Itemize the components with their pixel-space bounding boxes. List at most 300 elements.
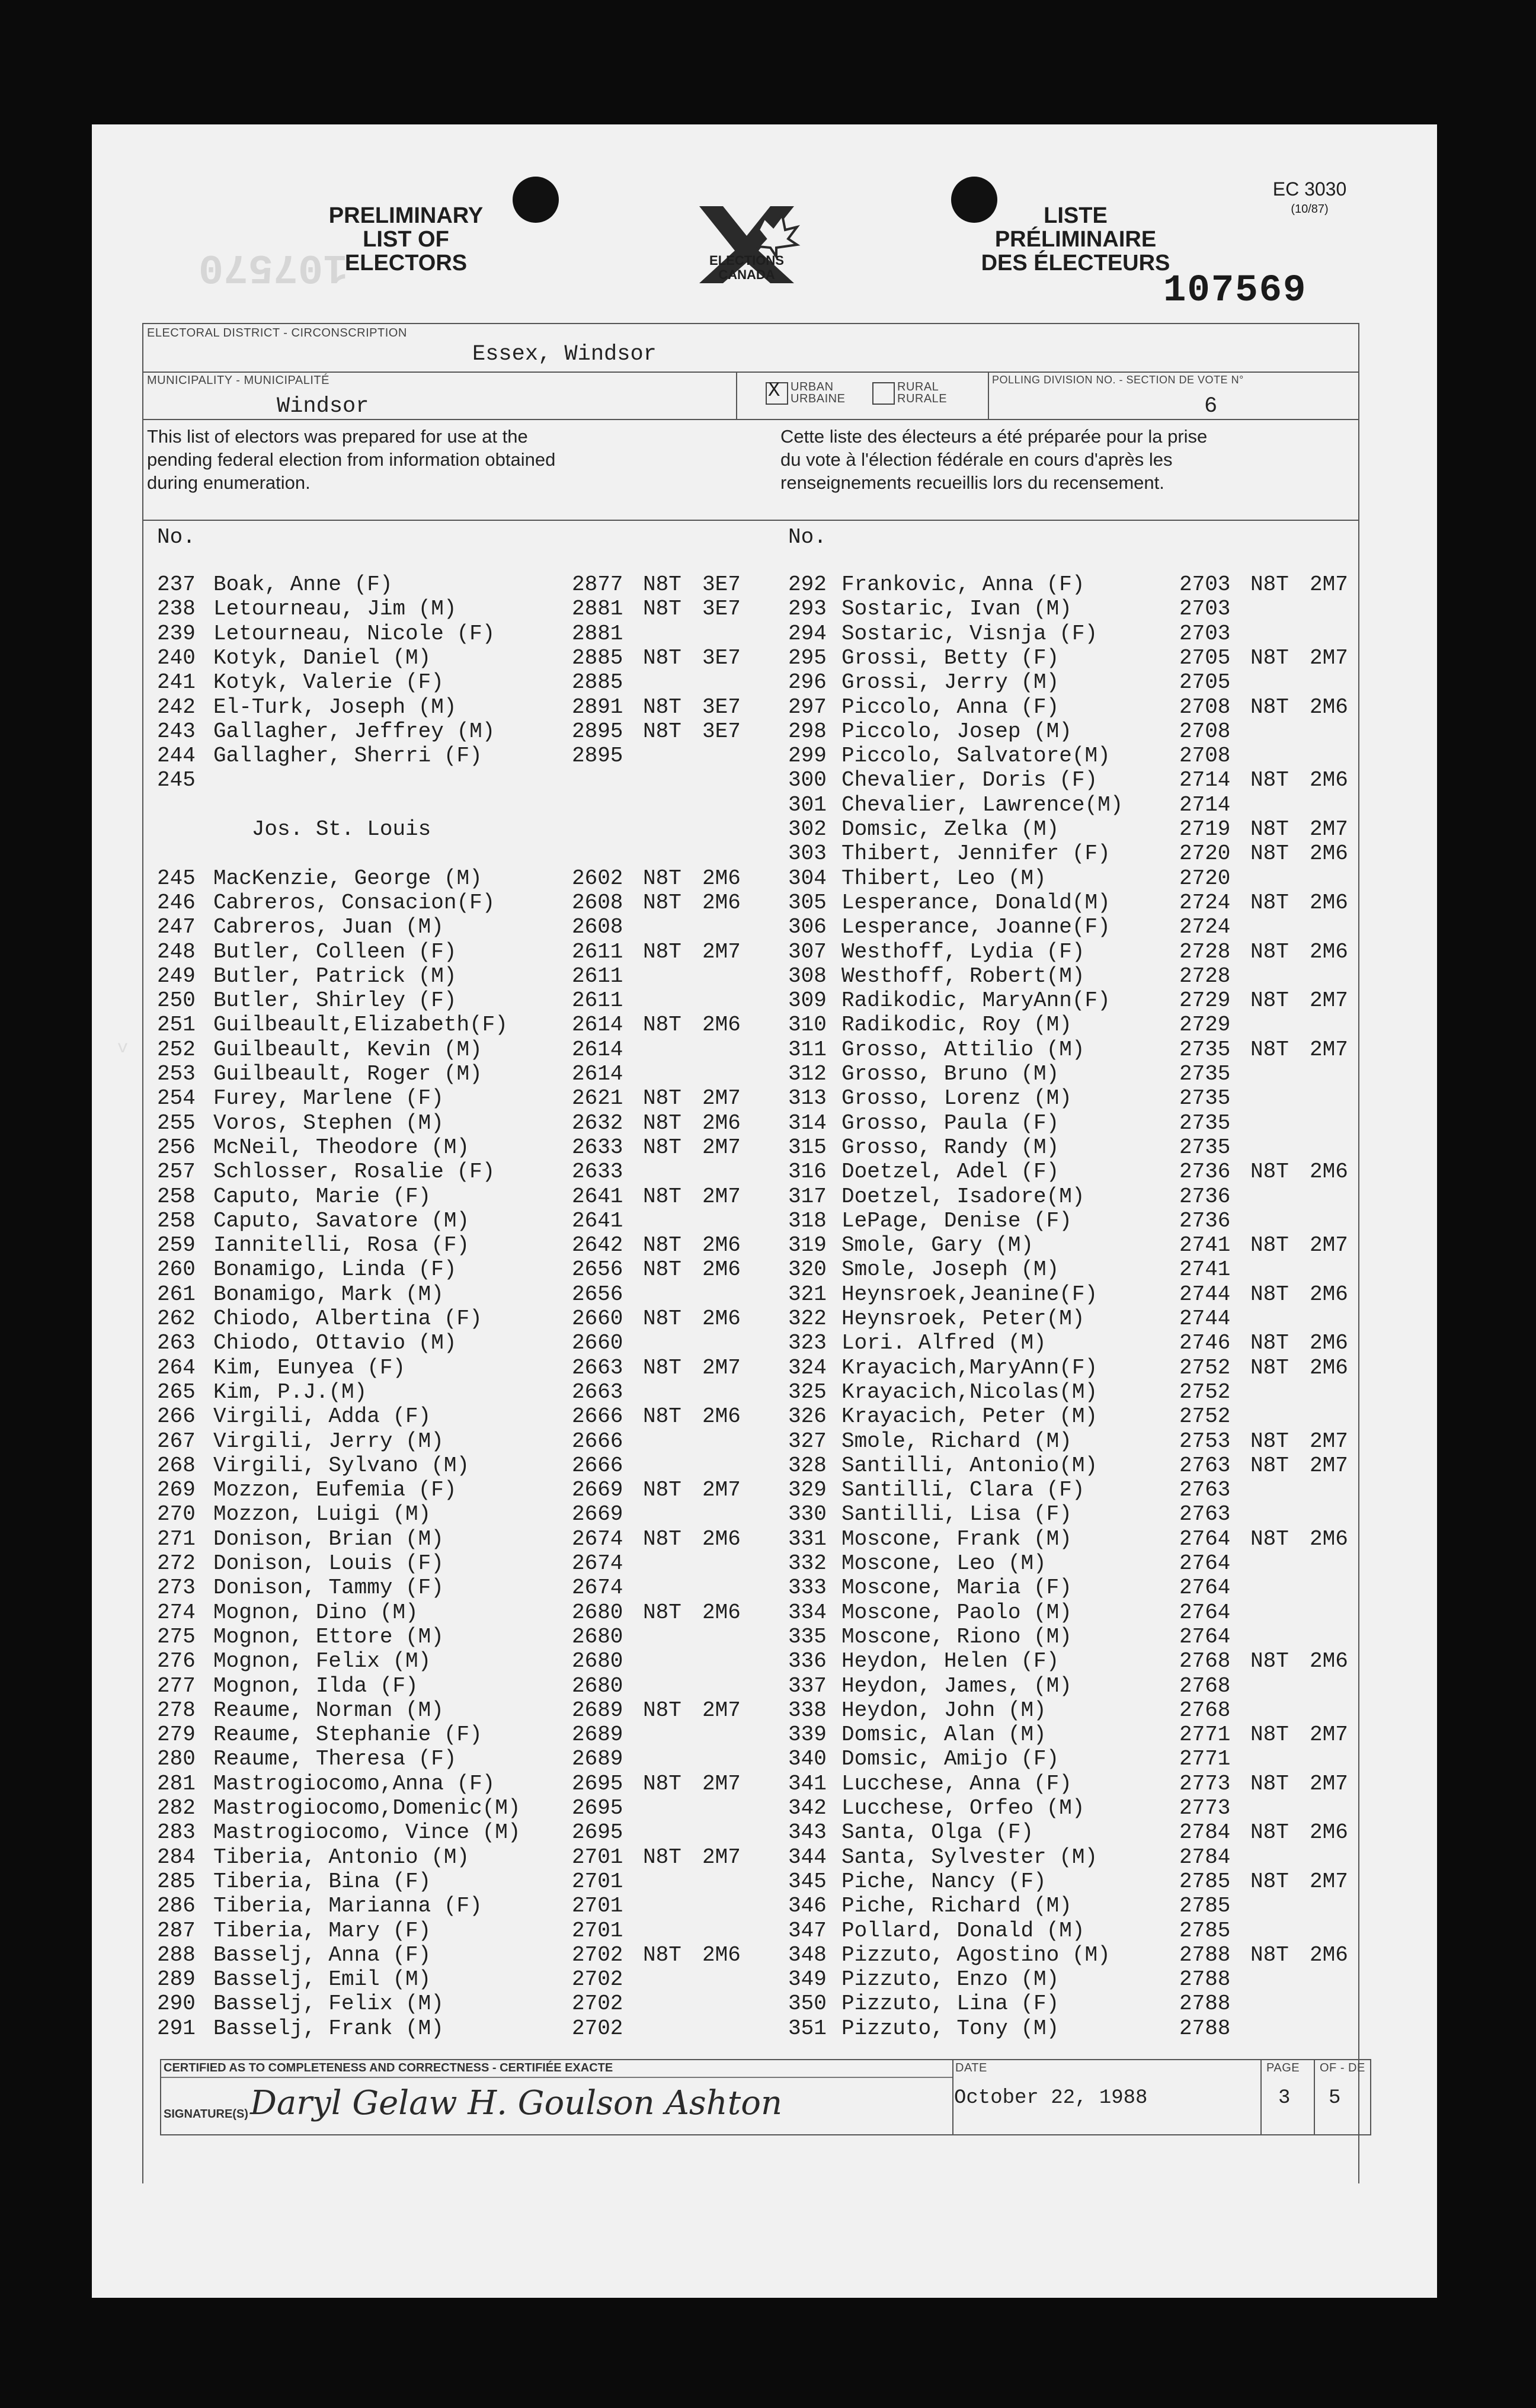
elector-name: Mastrogiocomo,Anna (F) xyxy=(213,1771,495,1796)
elector-pc1: N8T xyxy=(643,1013,681,1038)
elector-name: Heydon, John (M) xyxy=(841,1698,1047,1722)
elector-no: 311 xyxy=(788,1037,827,1062)
elector-name: Mognon, Ilda (F) xyxy=(213,1673,418,1698)
elector-no: 275 xyxy=(157,1624,196,1649)
elector-pc2: 2M7 xyxy=(702,1086,741,1111)
elector-addr: 2735 xyxy=(1179,1037,1231,1062)
elector-no: 241 xyxy=(157,670,196,695)
elector-name: Frankovic, Anna (F) xyxy=(841,572,1085,597)
elector-addr: 2729 xyxy=(1179,988,1231,1013)
elector-no: 320 xyxy=(788,1257,827,1282)
elector-name: Lesperance, Donald(M) xyxy=(841,890,1111,915)
elector-addr: 2736 xyxy=(1179,1208,1231,1233)
elector-pc2: 2M7 xyxy=(702,1355,741,1380)
elector-addr: 2656 xyxy=(572,1282,623,1307)
elector-name: Santilli, Lisa (F) xyxy=(841,1502,1072,1527)
elector-name: Santa, Olga (F) xyxy=(841,1820,1034,1845)
elector-no: 299 xyxy=(788,744,827,768)
left-column-header: No. xyxy=(157,525,196,549)
elector-addr: 2641 xyxy=(572,1208,623,1233)
elector-name: Gallagher, Jeffrey (M) xyxy=(213,719,495,744)
urban-label xyxy=(791,381,845,405)
notice-fr-line-3: renseignements recueillis lors du recensement. xyxy=(780,472,1164,493)
elector-no: 332 xyxy=(788,1551,827,1576)
elector-addr: 2729 xyxy=(1179,1013,1231,1038)
elector-no: 278 xyxy=(157,1698,196,1722)
elector-addr: 2885 xyxy=(572,645,623,670)
elector-no: 257 xyxy=(157,1160,196,1184)
elector-no: 289 xyxy=(157,1967,196,1992)
urban-label-fr: URBAINE xyxy=(791,392,846,405)
elector-name: Domsic, Alan (M) xyxy=(841,1722,1047,1747)
elector-no: 333 xyxy=(788,1576,827,1600)
title-fr-line-1: LISTE xyxy=(1044,203,1108,228)
elector-pc1: N8T xyxy=(1250,1722,1289,1747)
elector-addr: 2741 xyxy=(1179,1233,1231,1258)
elector-no: 258 xyxy=(157,1184,196,1209)
elector-addr: 2705 xyxy=(1179,645,1231,670)
elector-name: Schlosser, Rosalie (F) xyxy=(213,1160,495,1184)
elector-pc2: 2M6 xyxy=(702,1013,741,1038)
elector-no: 337 xyxy=(788,1673,827,1698)
elector-name: Grosso, Bruno (M) xyxy=(841,1062,1060,1086)
elector-name: Domsic, Zelka (M) xyxy=(841,817,1060,841)
urban-checkbox[interactable] xyxy=(766,382,788,405)
elector-no: 300 xyxy=(788,768,827,793)
elector-pc2: 2M6 xyxy=(702,1257,741,1282)
elector-name: Gallagher, Sherri (F) xyxy=(213,744,482,768)
elector-name: Tiberia, Marianna (F) xyxy=(213,1894,482,1919)
elector-pc1: N8T xyxy=(643,1110,681,1135)
elector-name: Santa, Sylvester (M) xyxy=(841,1845,1098,1869)
elector-no: 318 xyxy=(788,1208,827,1233)
elector-addr: 2702 xyxy=(572,2016,623,2041)
page-label: PAGE xyxy=(1266,2061,1300,2074)
elector-addr: 2614 xyxy=(572,1062,623,1086)
elector-no: 262 xyxy=(157,1307,196,1331)
elector-pc2: 2M6 xyxy=(1310,841,1348,866)
elector-pc1: N8T xyxy=(643,1771,681,1796)
elector-no: 270 xyxy=(157,1502,196,1527)
elector-addr: 2741 xyxy=(1179,1257,1231,1282)
elector-pc2: 2M6 xyxy=(702,890,741,915)
elector-name: Boak, Anne (F) xyxy=(213,572,393,597)
elector-name: Moscone, Maria (F) xyxy=(841,1576,1072,1600)
elector-pc1: N8T xyxy=(643,1600,681,1625)
elector-no: 317 xyxy=(788,1184,827,1209)
elector-name: Westhoff, Lydia (F) xyxy=(841,939,1085,964)
elector-addr: 2621 xyxy=(572,1086,623,1111)
elector-addr: 2764 xyxy=(1179,1551,1231,1576)
elector-name: Heydon, Helen (F) xyxy=(841,1649,1060,1674)
elector-addr: 2608 xyxy=(572,915,623,940)
elector-name: Radikodic, Roy (M) xyxy=(841,1013,1072,1038)
elector-no: 306 xyxy=(788,915,827,940)
elector-addr: 2724 xyxy=(1179,915,1231,940)
elector-name: Lucchese, Anna (F) xyxy=(841,1771,1072,1796)
urban-label-en: URBAN xyxy=(791,380,834,393)
elector-name: Reaume, Theresa (F) xyxy=(213,1747,457,1772)
elector-name: Grosso, Randy (M) xyxy=(841,1135,1060,1160)
elector-pc2: 3E7 xyxy=(702,694,741,719)
elector-addr: 2602 xyxy=(572,866,623,891)
elector-pc2: 2M6 xyxy=(1310,939,1348,964)
elector-name: Kotyk, Valerie (F) xyxy=(213,670,444,695)
elector-pc1: N8T xyxy=(1250,1820,1289,1845)
elector-name: Kotyk, Daniel (M) xyxy=(213,645,431,670)
elector-name: Smole, Joseph (M) xyxy=(841,1257,1060,1282)
elector-addr: 2701 xyxy=(572,1918,623,1943)
elector-addr: 2708 xyxy=(1179,744,1231,768)
elector-pc2: 3E7 xyxy=(702,572,741,597)
title-en-line-1: PRELIMINARY xyxy=(328,203,484,228)
elector-no: 303 xyxy=(788,841,827,866)
elector-pc1: N8T xyxy=(643,694,681,719)
page-value: 3 xyxy=(1278,2087,1291,2109)
elector-name: Grosso, Paula (F) xyxy=(841,1110,1060,1135)
elector-name: Piccolo, Anna (F) xyxy=(841,694,1060,719)
elector-addr: 2680 xyxy=(572,1624,623,1649)
elector-name: Letourneau, Nicole (F) xyxy=(213,621,495,646)
elector-pc2: 2M7 xyxy=(702,939,741,964)
elector-addr: 2771 xyxy=(1179,1747,1231,1772)
elector-name: Moscone, Leo (M) xyxy=(841,1551,1047,1576)
elector-name: Furey, Marlene (F) xyxy=(213,1086,444,1111)
elector-no: 242 xyxy=(157,694,196,719)
elector-pc2: 2M6 xyxy=(1310,1820,1348,1845)
elector-pc2: 2M7 xyxy=(1310,817,1348,841)
elector-no: 250 xyxy=(157,988,196,1013)
scanned-document xyxy=(92,124,1437,2298)
elector-no: 263 xyxy=(157,1331,196,1356)
elector-no: 310 xyxy=(788,1013,827,1038)
elector-no: 237 xyxy=(157,572,196,597)
elector-no: 296 xyxy=(788,670,827,695)
elector-pc1: N8T xyxy=(643,719,681,744)
elector-pc1: N8T xyxy=(1250,645,1289,670)
form-revision: (10/87) xyxy=(1291,203,1329,216)
elector-addr: 2633 xyxy=(572,1135,623,1160)
elector-addr: 2641 xyxy=(572,1184,623,1209)
elector-no: 323 xyxy=(788,1331,827,1356)
elector-name: Caputo, Marie (F) xyxy=(213,1184,431,1209)
logo-caption-line-2: CANADA xyxy=(718,267,775,282)
elector-addr: 2764 xyxy=(1179,1624,1231,1649)
elector-no: 298 xyxy=(788,719,827,744)
elector-addr: 2788 xyxy=(1179,1967,1231,1992)
elector-pc1: N8T xyxy=(643,1233,681,1258)
elector-addr: 2744 xyxy=(1179,1282,1231,1307)
elector-no: 285 xyxy=(157,1869,196,1894)
elector-pc2: 2M6 xyxy=(1310,694,1348,719)
elector-no: 268 xyxy=(157,1453,196,1478)
elector-pc1: N8T xyxy=(643,1845,681,1869)
elector-addr: 2724 xyxy=(1179,890,1231,915)
logo-caption-line-1: ELECTIONS xyxy=(709,253,784,268)
elector-pc2: 2M7 xyxy=(1310,988,1348,1013)
elector-pc2: 2M6 xyxy=(702,1233,741,1258)
elector-addr: 2735 xyxy=(1179,1110,1231,1135)
elector-name: Reaume, Norman (M) xyxy=(213,1698,444,1722)
elector-no: 335 xyxy=(788,1624,827,1649)
elector-addr: 2720 xyxy=(1179,841,1231,866)
elector-name: Heynsroek,Jeanine(F) xyxy=(841,1282,1098,1307)
elector-addr: 2703 xyxy=(1179,621,1231,646)
elector-name: Piccolo, Salvatore(M) xyxy=(841,744,1111,768)
elector-no: 255 xyxy=(157,1110,196,1135)
elector-addr: 2701 xyxy=(572,1869,623,1894)
notice-en-line-3: during enumeration. xyxy=(147,472,311,493)
elector-name: Tiberia, Bina (F) xyxy=(213,1869,431,1894)
elector-addr: 2611 xyxy=(572,988,623,1013)
elector-pc2: 2M7 xyxy=(1310,1453,1348,1478)
elector-addr: 2708 xyxy=(1179,694,1231,719)
elector-addr: 2885 xyxy=(572,670,623,695)
elector-name: Guilbeault, Roger (M) xyxy=(213,1062,482,1086)
elector-name: Lori. Alfred (M) xyxy=(841,1331,1047,1356)
elector-no: 292 xyxy=(788,572,827,597)
elector-no: 351 xyxy=(788,2016,827,2041)
elector-name: Iannitelli, Rosa (F) xyxy=(213,1233,470,1258)
elector-addr: 2891 xyxy=(572,694,623,719)
elector-pc1: N8T xyxy=(1250,939,1289,964)
elector-name: Butler, Patrick (M) xyxy=(213,963,457,988)
elector-pc1: N8T xyxy=(1250,694,1289,719)
elector-addr: 2785 xyxy=(1179,1918,1231,1943)
rural-label-en: RURAL xyxy=(897,380,939,393)
elector-name: Basselj, Frank (M) xyxy=(213,2016,444,2041)
elector-name: Thibert, Jennifer (F) xyxy=(841,841,1111,866)
elector-name: Bonamigo, Linda (F) xyxy=(213,1257,457,1282)
title-en-line-2: LIST OF xyxy=(363,227,449,252)
elector-name: Virgili, Adda (F) xyxy=(213,1404,431,1429)
elector-pc2: 2M6 xyxy=(1310,890,1348,915)
elector-name: Pollard, Donald (M) xyxy=(841,1918,1085,1943)
elector-name: Voros, Stephen (M) xyxy=(213,1110,444,1135)
elector-pc2: 2M7 xyxy=(1310,1869,1348,1894)
elector-no: 350 xyxy=(788,1991,827,2016)
document-number: 107569 xyxy=(1163,270,1307,312)
elector-addr: 2735 xyxy=(1179,1086,1231,1111)
elector-name: Jos. St. Louis xyxy=(213,817,431,841)
elector-addr: 2674 xyxy=(572,1526,623,1551)
title-fr-line-3: DES ÉLECTEURS xyxy=(981,251,1170,276)
elector-no: 313 xyxy=(788,1086,827,1111)
elector-addr: 2735 xyxy=(1179,1062,1231,1086)
elector-addr: 2674 xyxy=(572,1576,623,1600)
elector-no: 338 xyxy=(788,1698,827,1722)
elector-addr: 2611 xyxy=(572,963,623,988)
elector-no: 346 xyxy=(788,1894,827,1919)
elector-addr: 2701 xyxy=(572,1894,623,1919)
elector-name: Domsic, Amijo (F) xyxy=(841,1747,1060,1772)
elector-name: Westhoff, Robert(M) xyxy=(841,963,1085,988)
elector-addr: 2680 xyxy=(572,1600,623,1625)
elector-addr: 2768 xyxy=(1179,1649,1231,1674)
elector-no: 261 xyxy=(157,1282,196,1307)
elector-pc1: N8T xyxy=(1250,841,1289,866)
elector-addr: 2614 xyxy=(572,1037,623,1062)
elector-addr: 2764 xyxy=(1179,1600,1231,1625)
elector-no: 246 xyxy=(157,890,196,915)
elector-no: 274 xyxy=(157,1600,196,1625)
notice-fr-line-2: du vote à l'élection fédérale en cours d'après les xyxy=(780,449,1173,470)
elector-pc1: N8T xyxy=(1250,1649,1289,1674)
notice-en-line-1: This list of electors was prepared for use at the xyxy=(147,426,528,447)
polling-division-value: 6 xyxy=(1204,394,1218,419)
elector-addr: 2753 xyxy=(1179,1429,1231,1453)
elector-addr: 2702 xyxy=(572,1991,623,2016)
elector-pc2: 2M6 xyxy=(702,1404,741,1429)
elector-addr: 2719 xyxy=(1179,817,1231,841)
elector-pc2: 3E7 xyxy=(702,719,741,744)
elector-no: 266 xyxy=(157,1404,196,1429)
elector-addr: 2656 xyxy=(572,1257,623,1282)
elector-pc2: 2M6 xyxy=(1310,1282,1348,1307)
elector-name: Butler, Shirley (F) xyxy=(213,988,457,1013)
elector-no: 308 xyxy=(788,963,827,988)
elector-addr: 2666 xyxy=(572,1429,623,1453)
elector-addr: 2773 xyxy=(1179,1796,1231,1820)
elector-addr: 2752 xyxy=(1179,1404,1231,1429)
form-code xyxy=(1250,179,1369,219)
elector-no: 267 xyxy=(157,1429,196,1453)
elector-name: Cabreros, Consacion(F) xyxy=(213,890,495,915)
elector-no: 343 xyxy=(788,1820,827,1845)
elector-no: 321 xyxy=(788,1282,827,1307)
elector-no: 294 xyxy=(788,621,827,646)
elector-addr: 2702 xyxy=(572,1967,623,1992)
elector-no: 322 xyxy=(788,1307,827,1331)
elector-name: Donison, Brian (M) xyxy=(213,1526,444,1551)
elector-pc2: 2M6 xyxy=(702,1600,741,1625)
elector-addr: 2714 xyxy=(1179,768,1231,793)
elector-no: 327 xyxy=(788,1429,827,1453)
elector-name: Santilli, Clara (F) xyxy=(841,1478,1085,1503)
elector-addr: 2611 xyxy=(572,939,623,964)
elector-name: Radikodic, MaryAnn(F) xyxy=(841,988,1111,1013)
elector-pc2: 2M7 xyxy=(702,1135,741,1160)
elector-pc2: 2M6 xyxy=(1310,1526,1348,1551)
elector-no: 345 xyxy=(788,1869,827,1894)
elector-pc1: N8T xyxy=(1250,1282,1289,1307)
elector-no: 260 xyxy=(157,1257,196,1282)
elector-name: Letourneau, Jim (M) xyxy=(213,597,457,622)
elector-no: 326 xyxy=(788,1404,827,1429)
elector-pc2: 2M7 xyxy=(702,1845,741,1869)
elector-pc1: N8T xyxy=(1250,1942,1289,1967)
elector-name: Moscone, Paolo (M) xyxy=(841,1600,1072,1625)
elector-name: Krayacich,Nicolas(M) xyxy=(841,1379,1098,1404)
elector-pc1: N8T xyxy=(643,1307,681,1331)
elector-no: 342 xyxy=(788,1796,827,1820)
signature-label: SIGNATURE(S) xyxy=(164,2108,248,2121)
elector-name: Butler, Colleen (F) xyxy=(213,939,457,964)
elector-addr: 2784 xyxy=(1179,1820,1231,1845)
elector-pc2: 2M7 xyxy=(702,1184,741,1209)
elector-pc1: N8T xyxy=(1250,1869,1289,1894)
elector-no: 295 xyxy=(788,645,827,670)
elector-pc1: N8T xyxy=(643,1086,681,1111)
date-label: DATE xyxy=(955,2061,987,2074)
elector-addr: 2895 xyxy=(572,744,623,768)
elector-no: 243 xyxy=(157,719,196,744)
elector-pc2: 2M7 xyxy=(1310,1429,1348,1453)
elector-no: 247 xyxy=(157,915,196,940)
elector-pc1: N8T xyxy=(1250,1037,1289,1062)
elector-name: Mozzon, Luigi (M) xyxy=(213,1502,431,1527)
elector-name: Mognon, Dino (M) xyxy=(213,1600,418,1625)
elector-name: Chiodo, Ottavio (M) xyxy=(213,1331,457,1356)
elector-no: 344 xyxy=(788,1845,827,1869)
elector-name: Chevalier, Doris (F) xyxy=(841,768,1098,793)
elector-addr: 2877 xyxy=(572,572,623,597)
elector-addr: 2666 xyxy=(572,1453,623,1478)
elector-no: 307 xyxy=(788,939,827,964)
elector-name: Heydon, James, (M) xyxy=(841,1673,1072,1698)
elector-name: Bonamigo, Mark (M) xyxy=(213,1282,444,1307)
title-french xyxy=(963,204,1188,275)
elector-pc2: 2M6 xyxy=(1310,1942,1348,1967)
elector-name: Krayacich,MaryAnn(F) xyxy=(841,1355,1098,1380)
elector-no: 272 xyxy=(157,1551,196,1576)
elector-name: Virgili, Sylvano (M) xyxy=(213,1453,470,1478)
elector-pc1: N8T xyxy=(643,597,681,622)
elector-pc2: 3E7 xyxy=(702,597,741,622)
elector-name: Grossi, Jerry (M) xyxy=(841,670,1060,695)
form-code-text: EC 3030 xyxy=(1272,178,1347,200)
elector-name: Mastrogiocomo, Vince (M) xyxy=(213,1820,521,1845)
elector-addr: 2736 xyxy=(1179,1160,1231,1184)
elector-name: Tiberia, Mary (F) xyxy=(213,1918,431,1943)
elector-addr: 2744 xyxy=(1179,1307,1231,1331)
elector-no: 253 xyxy=(157,1062,196,1086)
elector-no: 259 xyxy=(157,1233,196,1258)
elector-addr: 2788 xyxy=(1179,1991,1231,2016)
elector-addr: 2881 xyxy=(572,621,623,646)
elector-addr: 2680 xyxy=(572,1649,623,1674)
of-value: 5 xyxy=(1329,2087,1341,2109)
rural-checkbox[interactable] xyxy=(872,382,895,405)
elector-no: 325 xyxy=(788,1379,827,1404)
elector-addr: 2785 xyxy=(1179,1894,1231,1919)
elector-name: Piccolo, Josep (M) xyxy=(841,719,1072,744)
elector-pc1: N8T xyxy=(643,1404,681,1429)
elector-pc1: N8T xyxy=(643,1135,681,1160)
rural-label-fr: RURALE xyxy=(897,392,948,405)
elector-addr: 2728 xyxy=(1179,939,1231,964)
elector-name: Pizzuto, Lina (F) xyxy=(841,1991,1060,2016)
elector-no: 340 xyxy=(788,1747,827,1772)
elector-pc1: N8T xyxy=(643,866,681,891)
elector-no: 339 xyxy=(788,1722,827,1747)
elector-addr: 2663 xyxy=(572,1355,623,1380)
electors-list-right xyxy=(788,572,1351,2042)
elector-pc1: N8T xyxy=(643,1184,681,1209)
elector-pc1: N8T xyxy=(1250,1355,1289,1380)
rural-label xyxy=(897,381,947,405)
elector-addr: 2702 xyxy=(572,1942,623,1967)
elector-addr: 2642 xyxy=(572,1233,623,1258)
elector-name: Krayacich, Peter (M) xyxy=(841,1404,1098,1429)
elector-addr: 2768 xyxy=(1179,1698,1231,1722)
elector-name: Mognon, Felix (M) xyxy=(213,1649,431,1674)
elector-pc1: N8T xyxy=(1250,1429,1289,1453)
elector-addr: 2614 xyxy=(572,1013,623,1038)
elector-name: Moscone, Frank (M) xyxy=(841,1526,1072,1551)
elector-pc1: N8T xyxy=(1250,1331,1289,1356)
elector-name: Thibert, Leo (M) xyxy=(841,866,1047,891)
